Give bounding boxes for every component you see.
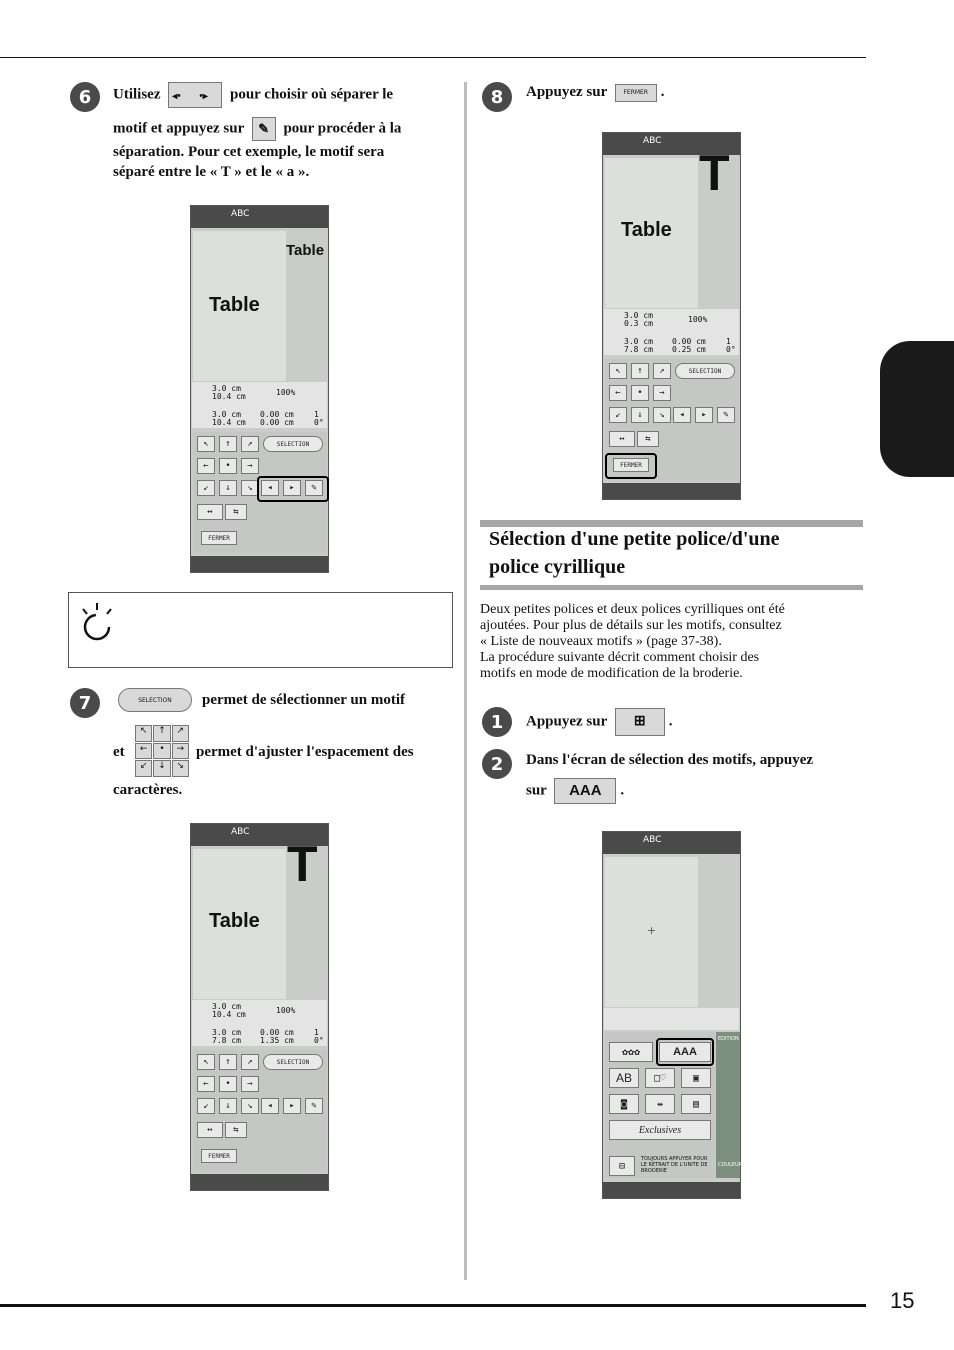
zoom: 100%	[276, 1006, 296, 1015]
arrow-down-left[interactable]: ↙	[197, 1098, 215, 1114]
section-title-line2: police cyrillique	[489, 556, 626, 578]
rot1: 1	[314, 1028, 319, 1037]
abc-icon: ABC	[231, 209, 250, 219]
step-6-line2b: pour procéder à la	[283, 120, 402, 137]
pos1: 3.0 cm	[212, 1028, 241, 1037]
screen-top-toolbar	[603, 832, 740, 854]
para-line-3: « Liste de nouveaux motifs » (page 37-38).	[480, 634, 722, 649]
left-right-arrow-buttons	[168, 82, 222, 108]
section-paragraph	[480, 602, 860, 682]
screen-bottom-toolbar	[191, 556, 328, 572]
step-7-line2b: permet d'ajuster l'espacement des	[196, 744, 414, 760]
section-title-line1: Sélection d'une petite police/d'une	[489, 528, 780, 550]
arrow-up[interactable]: ↑	[219, 1054, 237, 1070]
abc-icon: ABC	[231, 827, 250, 837]
arrow-right[interactable]: →	[241, 458, 259, 474]
spacing-btn[interactable]: ↔	[609, 431, 635, 447]
control-panel	[605, 359, 739, 481]
control-panel	[193, 1050, 327, 1172]
arrow-right[interactable]: →	[241, 1076, 259, 1092]
step-8-text	[526, 82, 665, 102]
step-2-end: .	[620, 782, 625, 799]
note-box	[68, 592, 453, 668]
separate-pen[interactable]: ✎	[717, 407, 735, 423]
arrow-up-right[interactable]: ↗	[653, 363, 671, 379]
step-1-text	[526, 708, 673, 736]
para-line-2: ajoutées. Pour plus de détails sur les motifs, consultez	[480, 618, 782, 633]
g1: ↖	[135, 725, 152, 742]
arrow-down-left[interactable]: ↙	[197, 480, 215, 496]
sep-left[interactable]: ◂	[261, 1098, 279, 1114]
screen-top-toolbar	[191, 206, 328, 228]
selection-inline-label: SELECTION	[138, 696, 172, 704]
rot1: 1	[314, 410, 319, 419]
arrow-up-left[interactable]: ↖	[197, 436, 215, 452]
fermer-inline-label: FERMER	[623, 88, 649, 96]
screen-bottom-toolbar	[603, 483, 740, 499]
selection-label: SELECTION	[688, 367, 722, 375]
center-dot[interactable]: •	[219, 458, 237, 474]
step-7-line1: permet de sélectionner un motif	[202, 692, 406, 708]
off2: 0.00 cm	[260, 418, 294, 427]
step-7-line2a: et	[113, 744, 125, 760]
step-1-badge: 1	[482, 707, 512, 737]
g2: ↑	[153, 725, 170, 742]
step-2-badge: 2	[482, 749, 512, 779]
section-bottom-bar	[480, 585, 863, 590]
pos2: 7.8 cm	[212, 1036, 241, 1045]
arrow-up-left[interactable]: ↖	[609, 363, 627, 379]
selection-label: SELECTION	[276, 1058, 310, 1066]
arrow-grid-inline	[135, 725, 189, 777]
zoom: 100%	[276, 388, 296, 397]
fermer-label: FERMER	[208, 534, 230, 542]
preview-word: Table	[621, 219, 672, 241]
page-number: 15	[890, 1288, 915, 1313]
step-8-label: Appuyez sur	[526, 84, 607, 100]
step-6-text	[113, 82, 453, 108]
arrow-left[interactable]: ←	[609, 385, 627, 401]
arrow-down-right[interactable]: ↘	[241, 480, 259, 496]
pos1: 3.0 cm	[624, 337, 653, 346]
section-top-bar	[480, 520, 863, 527]
g4: ←	[135, 743, 152, 760]
font-aaa-screen-label: AAA	[673, 1046, 697, 1058]
spacing-btn2[interactable]: ⇆	[225, 504, 247, 520]
column-divider	[464, 82, 467, 1280]
font-aaa-button	[554, 778, 616, 804]
step-7-badge: 7	[70, 688, 100, 718]
arrow-down[interactable]: ↓	[631, 407, 649, 423]
font-aaa-label: AAA	[569, 782, 602, 799]
info-bar	[604, 1008, 739, 1030]
sep-right[interactable]: ▸	[283, 1098, 301, 1114]
rot1: 1	[726, 337, 731, 346]
selection-button-inline	[118, 688, 192, 712]
arrow-up-right[interactable]: ↗	[241, 1054, 259, 1070]
thumb-letter: T	[699, 145, 730, 201]
fermer-inline-button	[615, 84, 657, 102]
step-6-badge: 6	[70, 82, 100, 112]
highlight-box	[656, 1038, 714, 1066]
floral-pattern-btn[interactable]: ✿✿✿	[609, 1042, 653, 1062]
step-6-line2a: motif et appuyez sur	[113, 120, 244, 137]
selection-toggle[interactable]	[675, 363, 735, 379]
arrow-up[interactable]: ↑	[219, 436, 237, 452]
size-w: 3.0 cm	[624, 311, 653, 320]
bottom-rule	[0, 1304, 866, 1307]
off2: 0.25 cm	[672, 345, 706, 354]
step-2-line1: Dans l'écran de sélection des motifs, appuyez	[526, 752, 814, 768]
top-rule	[0, 57, 866, 58]
arrow-left[interactable]: ←	[197, 1076, 215, 1092]
step-6-line3: séparation. Pour cet exemple, le motif sera	[113, 144, 385, 160]
g8: ↓	[153, 760, 170, 777]
spacing-btn2[interactable]: ⇆	[225, 1122, 247, 1138]
side-tabs	[716, 1032, 743, 1178]
info-panel	[604, 309, 739, 355]
arrow-right[interactable]: →	[653, 385, 671, 401]
note-icon	[79, 601, 119, 645]
arrow-down-right[interactable]: ↘	[241, 1098, 259, 1114]
step-2-line2	[526, 778, 624, 804]
arrow-up-left[interactable]: ↖	[197, 1054, 215, 1070]
step-7-line3: caractères.	[113, 782, 183, 798]
size-h: 10.4 cm	[212, 392, 246, 401]
g5: •	[153, 743, 170, 760]
arrow-right-icon: •▸	[199, 91, 208, 102]
rot2: 0°	[314, 418, 324, 427]
size-w: 3.0 cm	[212, 384, 241, 393]
sep-left[interactable]: ◂	[673, 407, 691, 423]
computer-btn[interactable]: ▤	[681, 1094, 711, 1114]
pos2: 7.8 cm	[624, 345, 653, 354]
rot2: 0°	[726, 345, 736, 354]
abc-icon: ABC	[643, 136, 662, 146]
fermer-label: FERMER	[620, 461, 642, 469]
arrow-left[interactable]: ←	[197, 458, 215, 474]
fermer-button[interactable]	[201, 531, 237, 545]
step-6-line4: séparé entre le « T » et le « a ».	[113, 164, 310, 180]
abc-icon: ABC	[643, 835, 662, 845]
chapter-tab	[880, 341, 954, 477]
pattern-btn[interactable]: ▣	[681, 1068, 711, 1088]
pos1: 3.0 cm	[212, 410, 241, 419]
preview-word: Table	[209, 910, 260, 932]
separate-pen[interactable]: ✎	[305, 480, 323, 496]
g7: ↙	[135, 760, 152, 777]
step-1-end: .	[668, 713, 673, 730]
fermer-button[interactable]	[613, 458, 649, 472]
off1: 0.00 cm	[672, 337, 706, 346]
crosshair-icon: +	[647, 924, 657, 937]
selection-label: SELECTION	[276, 440, 310, 448]
pocket-btn[interactable]: ◙	[609, 1094, 639, 1114]
arrow-up-right[interactable]: ↗	[241, 436, 259, 452]
sep-right[interactable]: ▸	[695, 407, 713, 423]
screen-step7	[190, 823, 329, 1191]
selection-toggle[interactable]	[263, 1054, 323, 1070]
info-panel	[192, 382, 327, 428]
size-w: 3.0 cm	[212, 1002, 241, 1011]
arrow-down[interactable]: ↓	[219, 1098, 237, 1114]
off1: 0.00 cm	[260, 410, 294, 419]
g3: ↗	[172, 725, 189, 742]
control-panel	[193, 432, 327, 554]
remove-unit-btn[interactable]: ⊟	[609, 1156, 635, 1176]
screen-step8	[602, 132, 741, 500]
arrow-down-right[interactable]: ↘	[653, 407, 671, 423]
g9: ↘	[172, 760, 189, 777]
separate-pen[interactable]: ✎	[305, 1098, 323, 1114]
center-dot[interactable]: •	[219, 1076, 237, 1092]
sep-left[interactable]: ◂	[261, 480, 279, 496]
off2: 1.35 cm	[260, 1036, 294, 1045]
fermer-label: FERMER	[208, 1152, 230, 1160]
step-6-line1a: Utilisez	[113, 86, 161, 103]
step-1-label: Appuyez sur	[526, 713, 607, 730]
spacing-btn[interactable]: ↔	[197, 504, 223, 520]
pos2: 10.4 cm	[212, 418, 246, 427]
edit-tab-label: EDITION	[718, 1036, 739, 1042]
step-6-line2	[113, 117, 453, 141]
usb-btn[interactable]: ⇹	[645, 1094, 675, 1114]
selection-toggle[interactable]	[263, 436, 323, 452]
step-8-end: .	[660, 84, 665, 100]
notice-text: TOUJOURS APPUYER POUR LE RETRAIT DE L'UNITE DE BRODERIE	[641, 1156, 708, 1174]
step-2-sur: sur	[526, 782, 547, 799]
thumb-letter: T	[287, 836, 318, 892]
exclusives-btn[interactable]	[609, 1120, 711, 1140]
sep-right[interactable]: ▸	[283, 480, 301, 496]
spacing-btn2[interactable]: ⇆	[637, 431, 659, 447]
para-line-4: La procédure suivante décrit comment choisir des	[480, 650, 760, 665]
para-line-5: motifs en mode de modification de la broderie.	[480, 666, 743, 681]
frame-shape-btn[interactable]: □♡	[645, 1068, 675, 1088]
arrow-up[interactable]: ↑	[631, 363, 649, 379]
arrow-down[interactable]: ↓	[219, 480, 237, 496]
preview-word: Table	[209, 294, 260, 316]
fermer-button[interactable]	[201, 1149, 237, 1163]
ab-font-btn[interactable]	[609, 1068, 639, 1088]
exclusives-label: Exclusives	[638, 1124, 682, 1136]
step-8-badge: 8	[482, 82, 512, 112]
rot2: 0°	[314, 1036, 324, 1045]
off1: 0.00 cm	[260, 1028, 294, 1037]
step-6-line1b: pour choisir où séparer le	[229, 86, 394, 103]
size-h: 10.4 cm	[212, 1010, 246, 1019]
pen-separate-icon: ✎	[252, 117, 276, 141]
screen-bottom-toolbar	[191, 1174, 328, 1190]
pattern-panel	[605, 1032, 715, 1178]
embroidery-pattern-icon: ⊞	[615, 708, 665, 736]
spacing-btn[interactable]: ↔	[197, 1122, 223, 1138]
arrow-down-left[interactable]: ↙	[609, 407, 627, 423]
screen-bottom-toolbar	[603, 1182, 740, 1198]
size-h: 0.3 cm	[624, 319, 653, 328]
screen-step6	[190, 205, 329, 573]
center-dot[interactable]: •	[631, 385, 649, 401]
arrow-left-icon: ◂•	[172, 91, 181, 102]
info-panel	[192, 1000, 327, 1046]
ab-label: AB	[615, 1071, 632, 1085]
thumb-word: Table	[286, 242, 325, 259]
g6: →	[172, 743, 189, 760]
screen-step2	[602, 831, 741, 1199]
zoom: 100%	[688, 315, 708, 324]
para-line-1: Deux petites polices et deux polices cyrilliques ont été	[480, 602, 785, 617]
color-tab-label: COULEUR	[718, 1162, 743, 1168]
